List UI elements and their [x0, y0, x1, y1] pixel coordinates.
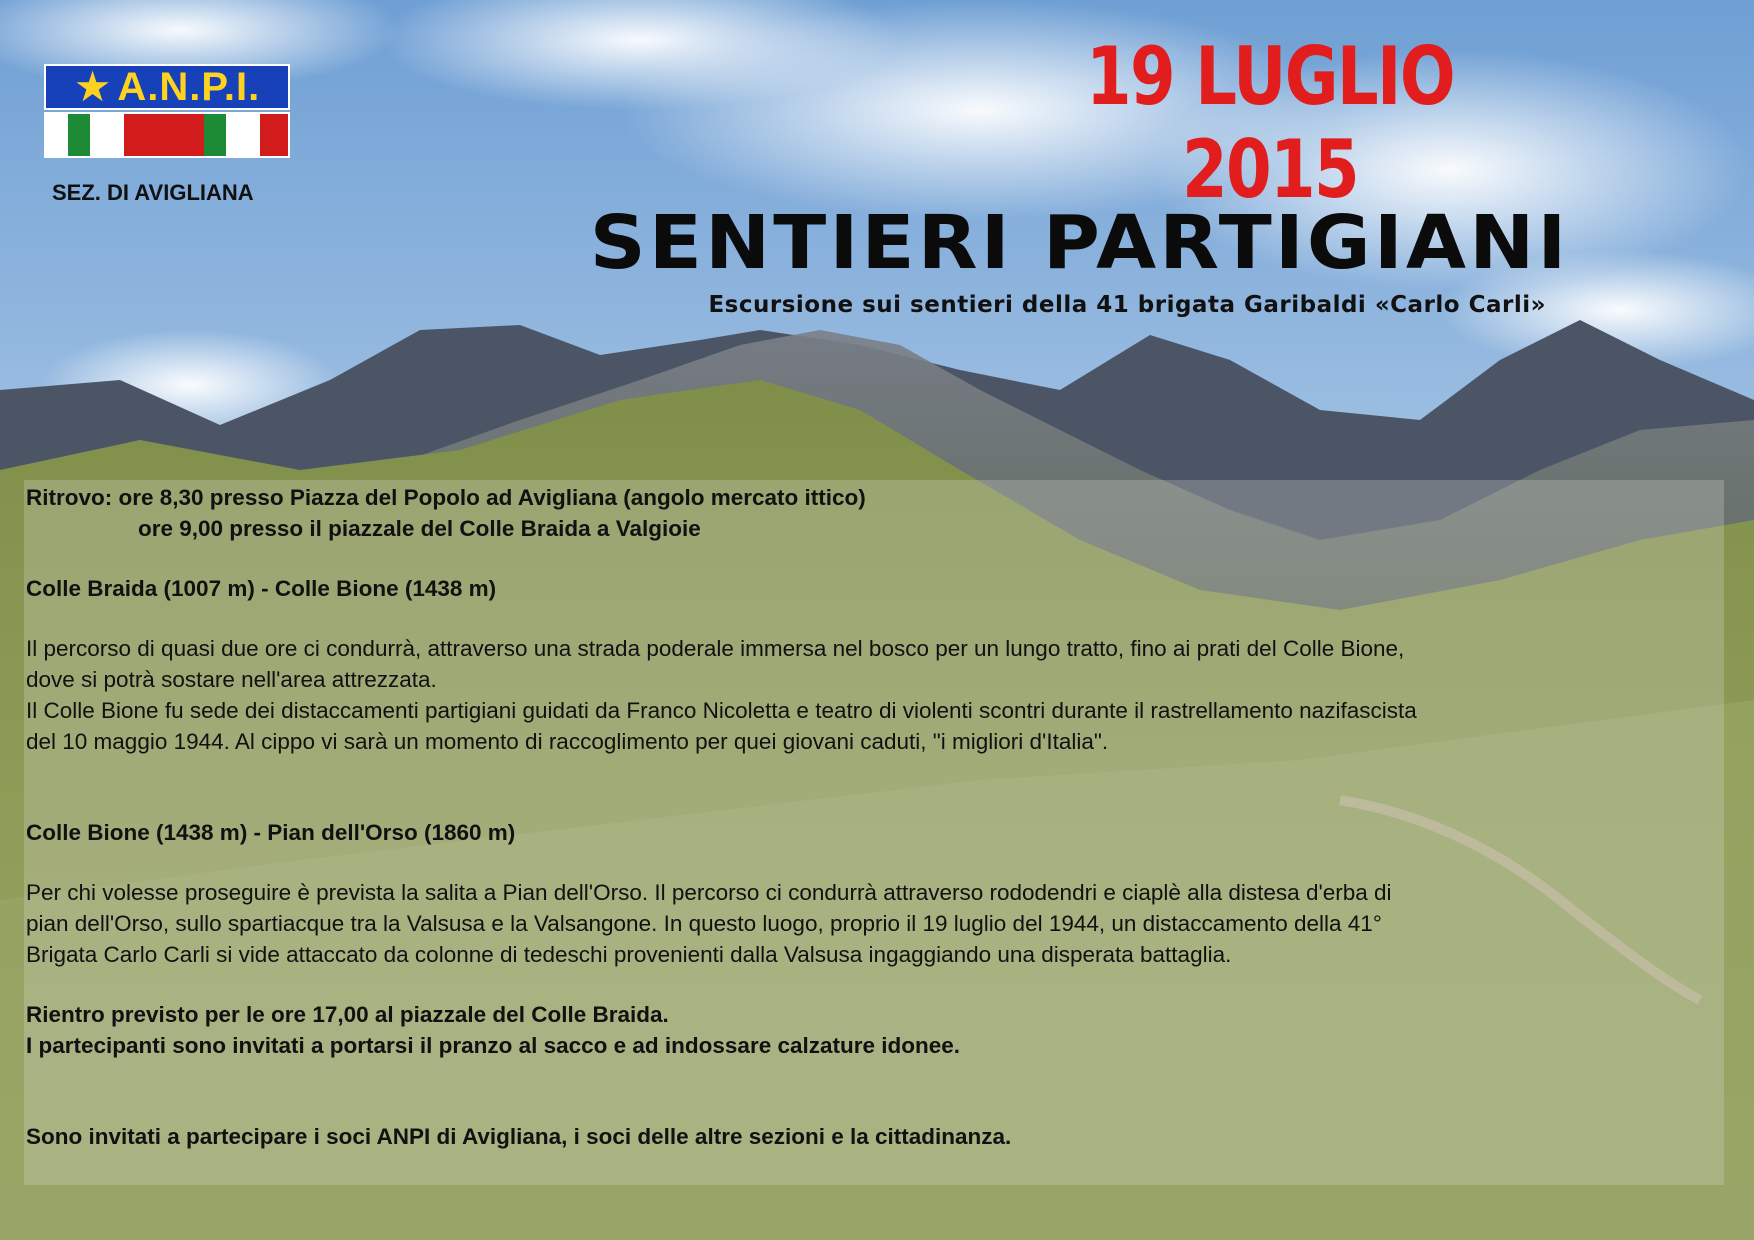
- logo-banner: [44, 64, 290, 110]
- flag-stripe: [68, 114, 90, 156]
- leg1-text-line: Il Colle Bione fu sede dei distaccamenti partigiani guidati da Franco Nicoletta e teatro di violenti scontri durante il rastrellamento nazifascista: [26, 698, 1417, 723]
- leg2-text-line: pian dell'Orso, sullo spartiacque tra la Valsusa e la Valsangone. In questo luogo, proprio il 19 luglio del 1944, un distaccamento della 41°: [26, 911, 1382, 936]
- logo-text: A.N.P.I.: [117, 64, 261, 109]
- star-icon: ★: [73, 62, 112, 111]
- flag-stripe: [226, 114, 260, 156]
- flag-stripe: [90, 114, 124, 156]
- poster-title: SENTIERI PARTIGIANI: [589, 200, 1570, 286]
- event-date: 19 LUGLIO 2015: [1086, 30, 1454, 216]
- leg1-heading: Colle Braida (1007 m) - Colle Bione (1438 m): [26, 576, 497, 601]
- flag-stripe: [124, 114, 204, 156]
- leg1-text-line: dove si potrà sostare nell'area attrezzata.: [26, 667, 437, 692]
- lunch-info: I partecipanti sono invitati a portarsi il pranzo al sacco e ad indossare calzature idonee.: [26, 1033, 961, 1058]
- return-info: Rientro previsto per le ore 17,00 al piazzale del Colle Braida.: [26, 1002, 669, 1027]
- meeting-point-2: ore 9,00 presso il piazzale del Colle Braida a Valgioie: [138, 516, 701, 541]
- invitation: Sono invitati a partecipare i soci ANPI di Avigliana, i soci delle altre sezioni e la cittadinanza.: [26, 1124, 1012, 1149]
- leg2-text-line: Per chi volesse proseguire è prevista la salita a Pian dell'Orso. Il percorso ci condurrà attraverso rododendri e ciaplè alla distesa d'erba di: [26, 880, 1392, 905]
- leg2-text-line: Brigata Carlo Carli si vide attaccato da colonne di tedeschi provenienti dalla Valsusa ingaggiando una disperata battaglia.: [26, 942, 1232, 967]
- section-label: SEZ. DI AVIGLIANA: [52, 180, 254, 205]
- leg1-text-line: Il percorso di quasi due ore ci condurrà, attraverso una strada poderale immersa nel bosco per un lungo tratto, fino ai prati del Colle Bione,: [26, 636, 1405, 661]
- anpi-logo: [44, 64, 290, 158]
- flag-stripe: [204, 114, 226, 156]
- leg1-text-line: del 10 maggio 1944. Al cippo vi sarà un momento di raccoglimento per quei giovani caduti, "i migliori d'Italia".: [26, 729, 1109, 754]
- flag-stripe: [260, 114, 288, 156]
- meeting-point-1: Ritrovo: ore 8,30 presso Piazza del Popolo ad Avigliana (angolo mercato ittico): [26, 485, 866, 510]
- event-details: [26, 482, 1726, 1152]
- poster-subtitle: Escursione sui sentieri della 41 brigata Garibaldi «Carlo Carli»: [708, 292, 1546, 318]
- leg2-heading: Colle Bione (1438 m) - Pian dell'Orso (1860 m): [26, 820, 516, 845]
- flag-stripe: [46, 114, 68, 156]
- italian-flag-stripes: [44, 112, 290, 158]
